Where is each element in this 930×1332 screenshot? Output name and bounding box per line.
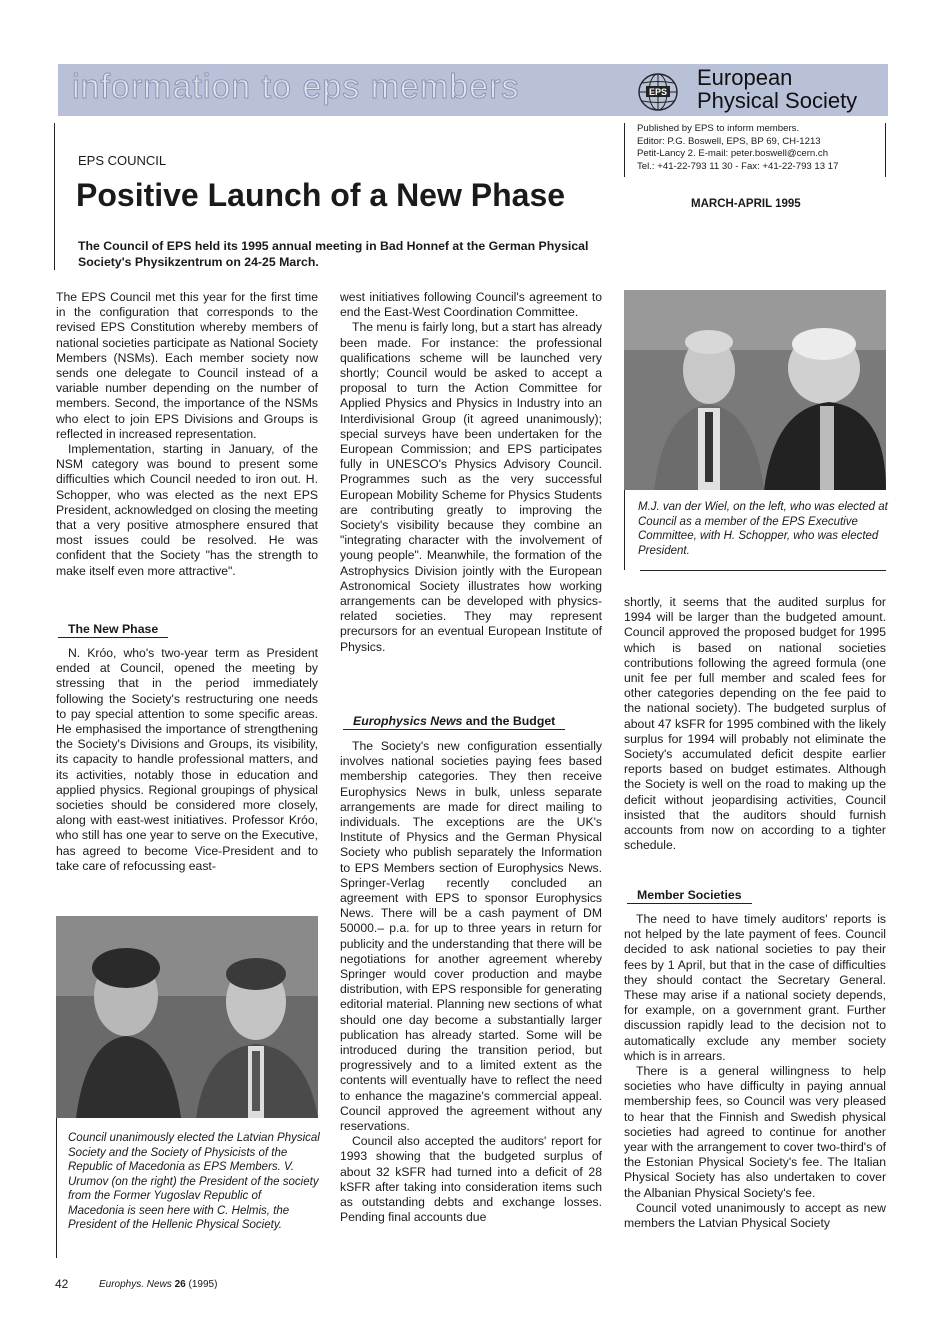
banner-title: information to eps members: [72, 68, 520, 106]
column-2-bottom: [340, 739, 602, 1226]
society-name-line1: European: [697, 65, 793, 90]
journal-volume: 26: [174, 1279, 186, 1290]
left-vertical-rule: [54, 123, 55, 270]
column-3-top: [624, 595, 886, 853]
subhead-member-societies: Member Societies: [627, 888, 752, 904]
caption-rule: [56, 1118, 57, 1258]
headline: Positive Launch of a New Phase: [76, 177, 566, 213]
subhead-text: and the Budget: [462, 714, 556, 728]
paragraph: N. Króo, who's two-year term as President ended at Council, opened the meeting by stressing that in the period immediately following the Society's restructuring one needs to pay special attention to some specific areas. He emphasised the importance of strengthening the Society's Divisions and Groups, its visibility, its capacity to handle professional matters, and its activities, notably those in education and applied physics. Regional groupings of physical societies should be considered more closely, along with east-west initiatives. Professor Króo, who still has one year to serve on the Executive, has agreed to become Vice-President and to take care of refocussing east-: [56, 646, 318, 873]
paragraph: The EPS Council met this year for the first time in the configuration that corresponds to the revised EPS Constitution whereby members of national societies participate as National Society Members (NSMs). Each member society now sends one delegate to Council instead of a variable number depending on the number of members. Second, the importance of the NSMs who elect to join EPS Divisions and Groups is reflected in increased representation.: [56, 290, 318, 441]
photo-caption-2: M.J. van der Wiel, on the left, who was elected at Council as a member of the EPS Executive Committee, with H. Schopper, who was elected President.: [638, 501, 888, 557]
paragraph: Council also accepted the auditors' report for 1993 showing that the budgeted surplus of about 32 kSFR had turned into a deficit of 28 kSFR after taking into consideration items such as outstanding debts and exchange losses. Pending final accounts due: [340, 1134, 602, 1225]
pub-info-line: Tel.: +41-22-793 11 30 - Fax: +41-22-793 13 17: [637, 160, 839, 172]
subhead-emphasis: Europhysics News: [353, 714, 463, 728]
society-name: [697, 66, 857, 112]
column-1-bottom: [56, 646, 318, 874]
paragraph: west initiatives following Council's agreement to end the East-West Coordination Committee.: [340, 290, 602, 320]
paragraph: There is a general willingness to help societies who have difficulty in paying annual membership fees, so Council was very pleased to hear that the Finnish and Swedish physical societies had agreed to continue for another year with the arrangement to cover two-third's of the Estonian Physical Society's fee. The Italian Physical Society has also undertaken to cover the Albanian Physical Society's fee.: [624, 1064, 886, 1200]
paragraph: The Society's new configuration essentially involves national societies paying fees based membership categories. They then receive Europhysics News in bulk, unless separate arrangements are made for direct mailing to individuals. The exceptions are the UK's Institute of Physics and the German Physical Society who publish separately the Information to EPS Members section of Europhysics News. Springer-Verlag recently concluded an agreement with EPS to sponsor Europhysics News. There will be a cash payment of DM 50000.– p.a. for up to three years in return for publicity and the understanding that there will be negotiations for another agreement whereby Springer would cover production and maybe distribution, with EPS responsible for generating editorial material. Planning new sections of what should one day become a substantially larger publication has already started. Some will be introduced during the transition period, but progressively and to a limited extent as the contents will eventually have to reflect the need to enhance the magazine's commercial appeal. Council approved the agreement without any reservations.: [340, 739, 602, 1134]
column-2-top: [340, 290, 602, 655]
pub-info-line: Petit-Lancy 2. E-mail: peter.boswell@cern.ch: [637, 148, 829, 159]
paragraph: Implementation, starting in January, of the NSM category was bound to present some difficulties which Council needed to iron out. H. Schopper, who was elected as the next EPS President, acknowledged on closing the meeting that a very positive atmosphere ensured that most issues could be resolved. He was confident that the Society "has the strength to make itself even more attractive".: [56, 442, 318, 578]
paragraph: shortly, it seems that the audited surplus for 1994 will be larger than the budgeted amount. Council approved the proposed budget for 1995 which is based on national societies contributions following the agreed formula (one unit fee per full member and scaled fees for other categories depending on the fee paid to the national society). The budgeted surplus of about 47 kSFR for 1995 combined with the likely surplus for 1994 will probably not eliminate the Society's accumulated deficit despite earlier reports based on budget estimates. Although the Society is well on the road to making up the deficit without jeopardising activities, Council insisted that the auditors should furnish accounts from now on according to a tighter schedule.: [624, 595, 886, 853]
pubinfo-left-rule: [624, 123, 625, 177]
journal-name: Europhys. News: [99, 1279, 172, 1290]
society-name-line2: Physical Society: [697, 88, 858, 113]
paragraph: The menu is fairly long, but a start has already been made. For instance: the professional qualifications scheme will be launched very shortly; Council would be asked to accept a proposal to turn the Action Committee for Applied Physics and Physics in Industry into an Interdivisional Group (it agreed unanimously); special surveys have been undertaken for the European Commission; and EPS participates fully in UNESCO's Physics Advisory Council. Programmes such as the very successful European Mobility Scheme for Physics Students are contributing greatly to improving the Society's visibility because they combine an "integrating character with the involvement of young people". Meanwhile, the formation of the Astrophysics Division jointly with the European Astronomical Society illustrates how working arrangements can be developed with physics-related societies. They may represent precursors for an eventual European Institute of Physics.: [340, 320, 602, 654]
photo-caption-1: Council unanimously elected the Latvian Physical Society and the Society of Physicists of the Republic of Macedonia as EPS Members. V. Urumov (on the right) the President of the society from the Former Yugoslav Republic of Macedonia is seen here with C. Helmis, the President of the Hellenic Physical Society.: [68, 1132, 320, 1231]
section-label: EPS COUNCIL: [78, 153, 167, 168]
pub-info-line: Editor: P.G. Boswell, EPS, BP 69, CH-1213: [637, 135, 821, 147]
eps-globe-logo: [636, 72, 680, 112]
paragraph: Council voted unanimously to accept as new members the Latvian Physical Society: [624, 1200, 886, 1231]
subhead-new-phase: The New Phase: [58, 622, 168, 638]
caption-rule-bottom: [640, 570, 886, 571]
photo-urumov-helmis: [56, 916, 318, 1118]
subhead-europhysics-budget: [343, 714, 565, 730]
publication-info: [637, 123, 887, 173]
column-1-top: [56, 290, 318, 579]
standfirst: The Council of EPS held its 1995 annual meeting in Bad Honnef at the German Physical Society's Physikzentrum on 24-25 March.: [78, 239, 589, 269]
journal-reference: [99, 1279, 217, 1290]
journal-year: (1995): [188, 1279, 218, 1290]
caption-rule: [624, 490, 625, 570]
pub-info-line: Published by EPS to inform members.: [637, 123, 800, 134]
column-3-bottom: [624, 912, 886, 1231]
issue-date: MARCH-APRIL 1995: [691, 198, 801, 210]
photo-vanderwiel-schopper: [624, 290, 886, 490]
paragraph: The need to have timely auditors' reports is not helped by the late payment of fees. Council decided to ask national societies to pay their fees by 1 April, but that in the case of difficulties they should contact the Secretary General. These may arise if a national society depends, for example, on a government grant. Further discussion rapidly lead to the decision not to automatically exclude any member society which is in arrears.: [624, 912, 886, 1063]
page-number: 42: [55, 1277, 69, 1291]
logo-text: EPS: [648, 87, 668, 97]
